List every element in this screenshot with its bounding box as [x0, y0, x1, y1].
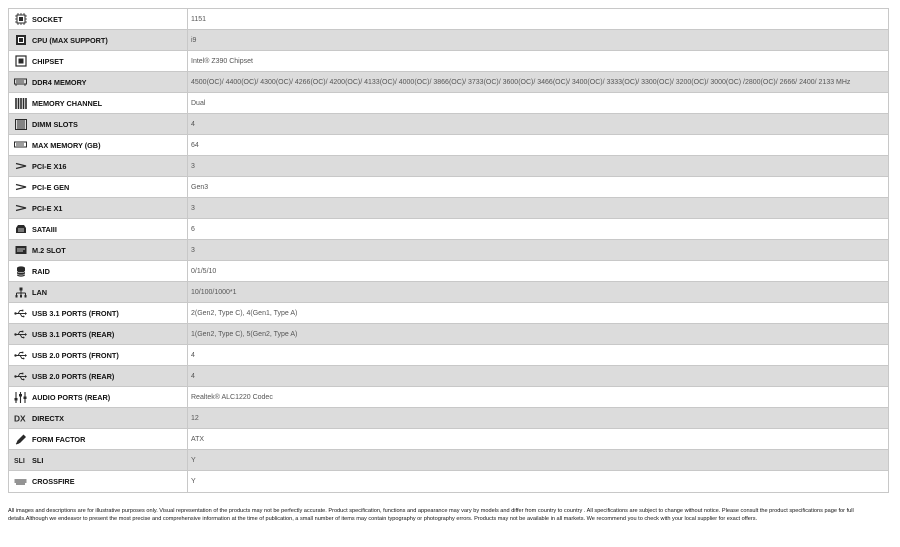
spec-label: USB 3.1 PORTS (REAR) [32, 329, 115, 339]
spec-value: Intel® Z390 Chipset [191, 57, 253, 65]
spec-value: 1151 [191, 15, 207, 23]
spec-value: 4 [191, 120, 195, 128]
cpu-icon [14, 34, 27, 46]
sli-icon [14, 454, 27, 466]
spec-label-cell [9, 345, 188, 365]
usb-icon [14, 328, 27, 340]
spec-label-cell [9, 240, 188, 260]
spec-label: USB 2.0 PORTS (FRONT) [32, 350, 119, 360]
spec-label-cell [9, 471, 188, 492]
spec-label: MAX MEMORY (GB) [32, 140, 101, 150]
spec-row [9, 219, 888, 240]
spec-row [9, 408, 888, 429]
chipset-icon [14, 55, 27, 67]
spec-row [9, 387, 888, 408]
spec-row [9, 261, 888, 282]
spec-label: CPU (MAX SUPPORT) [32, 35, 108, 45]
svg-text:SLI: SLI [14, 457, 25, 465]
spec-value: ATX [191, 435, 205, 443]
spec-value: Y [191, 456, 196, 464]
spec-row [9, 51, 888, 72]
spec-value: 10/100/1000*1 [191, 288, 237, 296]
spec-row [9, 345, 888, 366]
spec-label-cell [9, 30, 188, 50]
spec-row [9, 177, 888, 198]
spec-label-cell [9, 450, 188, 470]
spec-label-cell [9, 408, 188, 428]
audio-icon [14, 391, 27, 403]
spec-row [9, 366, 888, 387]
spec-label-cell [9, 429, 188, 449]
pcie-icon [14, 181, 27, 193]
spec-row [9, 198, 888, 219]
pcie-icon [14, 160, 27, 172]
spec-label-cell [9, 366, 188, 386]
m2-icon [14, 244, 27, 256]
spec-label: RAID [32, 266, 50, 276]
spec-label: SATAIII [32, 224, 57, 234]
spec-label-cell [9, 261, 188, 281]
spec-value: Gen3 [191, 183, 209, 191]
spec-row [9, 114, 888, 135]
form-factor-icon [14, 433, 27, 445]
directx-icon [14, 412, 27, 424]
spec-value: 3 [191, 246, 195, 254]
spec-label-cell [9, 177, 188, 197]
spec-value: 3 [191, 204, 195, 212]
spec-row [9, 282, 888, 303]
spec-label: SOCKET [32, 14, 63, 24]
sata-icon [14, 223, 27, 235]
spec-value: 64 [191, 141, 199, 149]
spec-value: Realtek® ALC1220 Codec [191, 393, 273, 401]
memory-icon [14, 76, 27, 88]
spec-label: PCI-E X16 [32, 161, 67, 171]
spec-value: 4500(OC)/ 4400(OC)/ 4300(OC)/ 4266(OC)/ 4200(OC)/ 4133(OC)/ 4000(OC)/ 3866(OC)/ 3733(OC)/ 3600(OC)/ 3466(OC)/ 3400(OC)/ 3333(OC)/ 3300(OC)/ 3200(OC)/ 3000(OC) /2800(OC)/ 2666/ 2400/ 2133 MHz [191, 78, 851, 86]
spec-label-cell [9, 387, 188, 407]
spec-row [9, 303, 888, 324]
spec-row [9, 324, 888, 345]
spec-label: PCI-E GEN [32, 182, 70, 192]
spec-label: USB 2.0 PORTS (REAR) [32, 371, 115, 381]
spec-label-cell [9, 93, 188, 113]
spec-label-cell [9, 156, 188, 176]
spec-label: PCI-E X1 [32, 203, 63, 213]
spec-row [9, 450, 888, 471]
spec-label: DIMM SLOTS [32, 119, 78, 129]
spec-label-cell [9, 114, 188, 134]
memory-channel-icon [14, 97, 27, 109]
spec-value: 4 [191, 351, 195, 359]
spec-label-cell [9, 219, 188, 239]
spec-label-cell [9, 303, 188, 323]
spec-value: Y [191, 478, 196, 485]
spec-label: DIRECTX [32, 413, 65, 423]
spec-label-cell [9, 9, 188, 29]
usb-icon [14, 349, 27, 361]
spec-label: FORM FACTOR [32, 434, 86, 444]
spec-label-cell [9, 324, 188, 344]
spec-label: MEMORY CHANNEL [32, 98, 103, 108]
svg-text:DX: DX [14, 413, 26, 423]
spec-row [9, 93, 888, 114]
spec-label: USB 3.1 PORTS (FRONT) [32, 308, 119, 318]
disclaimer-text: All images and descriptions are for illustrative purposes only. Visual representation of the products may not be perfectly accurate. Product specification, functions and appearance may vary by models and differ from country to country . All specifications are subject to change without notice. Please consult the product specifications page for full details.Although we endeavor to present the most precise and comprehensive information at the time of publication, a small number of items may contain typography or photography errors. Products may not be available in all markets. We recommend you to check with your local supplier for exact offers. [8, 508, 854, 522]
spec-value: 0/1/5/10 [191, 267, 217, 275]
spec-value: 1(Gen2, Type C), 5(Gen2, Type A) [191, 330, 298, 338]
spec-value: 2(Gen2, Type C), 4(Gen1, Type A) [191, 309, 298, 317]
spec-label: DDR4 MEMORY [32, 77, 87, 87]
spec-label: LAN [32, 287, 47, 297]
socket-icon [14, 13, 27, 25]
crossfire-icon [14, 476, 27, 488]
spec-label-cell [9, 135, 188, 155]
raid-icon [14, 265, 27, 277]
spec-row [9, 30, 888, 51]
spec-label: CROSSFIRE [32, 477, 75, 486]
spec-label-cell [9, 282, 188, 302]
dimm-slots-icon [14, 118, 27, 130]
spec-label-cell [9, 72, 188, 92]
spec-row [9, 240, 888, 261]
spec-row [9, 156, 888, 177]
spec-label: SLI [32, 455, 44, 465]
max-memory-icon [14, 139, 27, 151]
spec-label-cell [9, 198, 188, 218]
spec-label: CHIPSET [32, 56, 64, 66]
pcie-icon [14, 202, 27, 214]
spec-value: 3 [191, 162, 195, 170]
spec-value: Dual [191, 99, 206, 107]
spec-table [8, 8, 889, 493]
spec-row [9, 429, 888, 450]
spec-row [9, 135, 888, 156]
spec-value: i9 [191, 36, 197, 44]
spec-label: AUDIO PORTS (REAR) [32, 392, 111, 402]
spec-label-cell [9, 51, 188, 71]
spec-value: 12 [191, 414, 199, 422]
spec-row [9, 9, 888, 30]
spec-row [9, 471, 888, 492]
lan-icon [14, 286, 27, 298]
spec-value: 4 [191, 372, 195, 380]
spec-row [9, 72, 888, 93]
spec-value: 6 [191, 225, 195, 233]
usb-icon [14, 307, 27, 319]
usb-icon [14, 370, 27, 382]
spec-label: M.2 SLOT [32, 245, 66, 255]
